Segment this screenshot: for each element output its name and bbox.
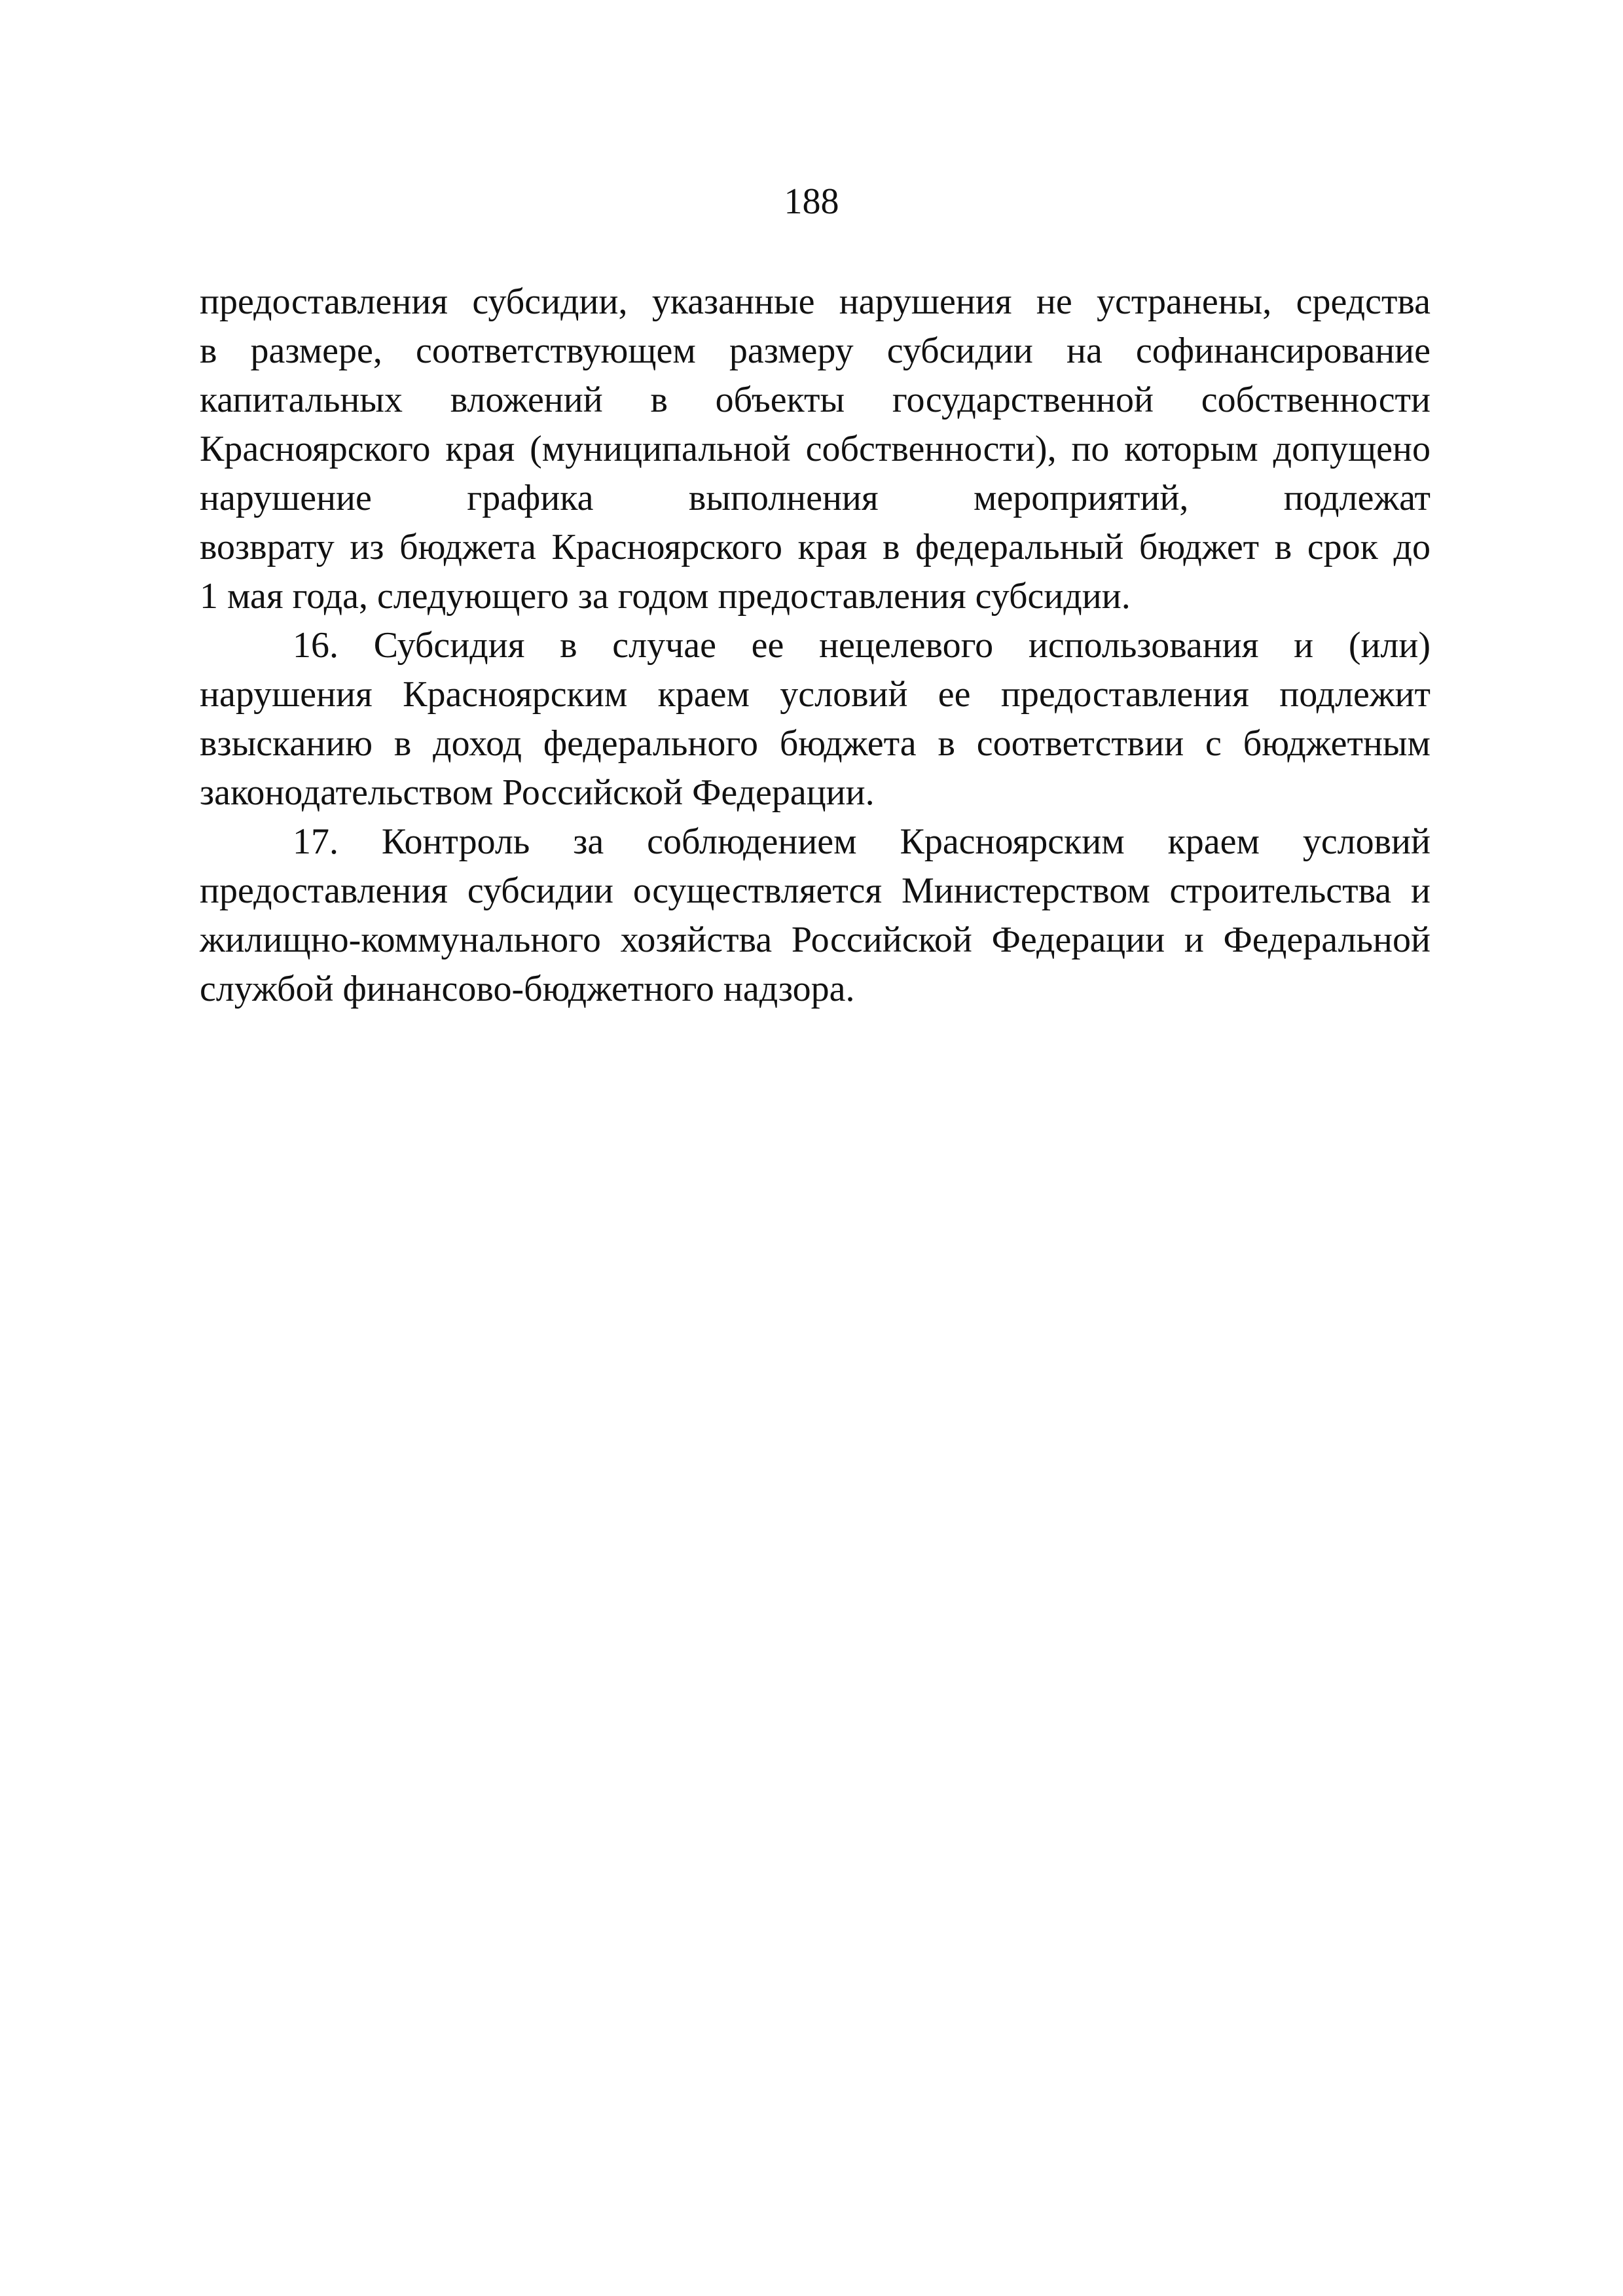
text-line: Красноярского края (муниципальной собственности), по которым допущено [200,429,1431,469]
text-line: 17. Контроль за соблюдением Красноярским краем условий [293,821,1431,862]
text-line: нарушение графика выполнения мероприятий, подлежат [200,478,1431,518]
text-line: возврату из бюджета Красноярского края в федеральный бюджет в срок до [200,527,1431,567]
text-line: предоставления субсидии, указанные нарушения не устранены, средства [200,281,1431,322]
text-line: законодательством Российской Федерации. [200,772,875,813]
paragraph-17 [200,817,1431,1014]
paragraph-15-continuation [200,278,1431,621]
text-line: нарушения Красноярским краем условий ее предоставления подлежит [200,674,1431,715]
text-line: 16. Субсидия в случае ее нецелевого использования и (или) [293,625,1431,666]
text-line: в размере, соответствующем размеру субсидии на софинансирование [200,331,1431,371]
text-line: взысканию в доход федерального бюджета в соответствии с бюджетным [200,723,1431,764]
paragraph-16 [200,621,1431,817]
text-line: капитальных вложений в объекты государственной собственности [200,380,1431,420]
text-line: 1 мая года, следующего за годом предоставления субсидии. [200,576,1131,617]
text-line: предоставления субсидии осуществляется Министерством строительства и [200,870,1431,911]
text-line: жилищно-коммунального хозяйства Российской Федерации и Федеральной [200,920,1431,960]
text-line: службой финансово-бюджетного надзора. [200,969,855,1009]
page-number: 188 [784,181,839,222]
document-body [200,278,1431,1014]
